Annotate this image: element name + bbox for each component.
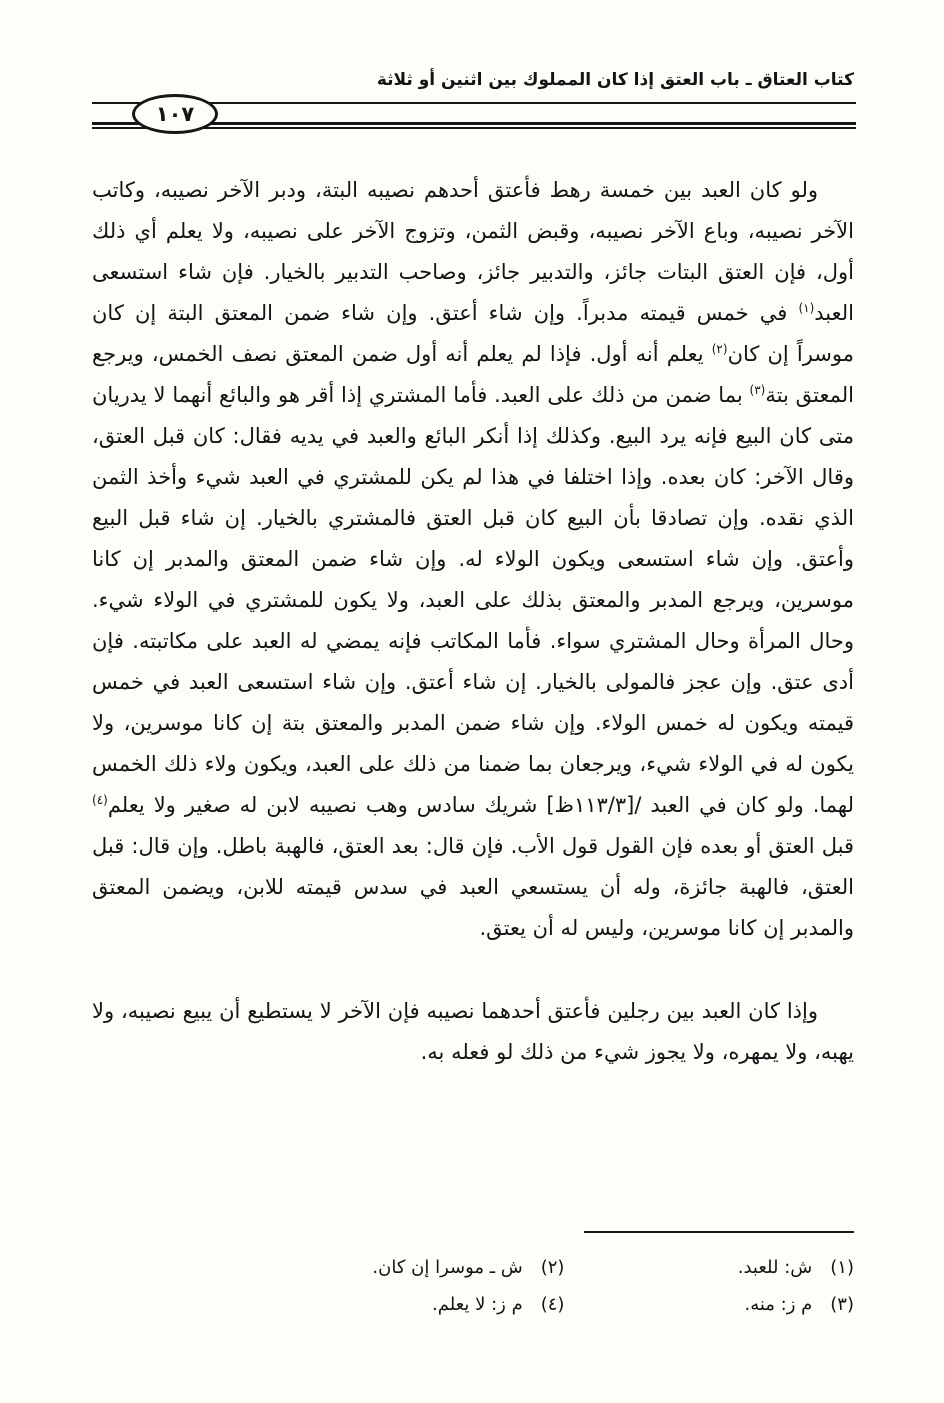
- footnote-4: [92, 1286, 564, 1323]
- footnote-2: [92, 1249, 564, 1286]
- footnote-separator-rule: [584, 1231, 854, 1233]
- page-number-badge: ١٠٧: [132, 94, 218, 134]
- footnotes-right-column: [564, 1249, 854, 1323]
- chapter-header-title: كتاب العتاق ـ باب العتق إذا كان المملوك بين اثنين أو ثلاثة: [376, 70, 854, 90]
- footnote-3: [564, 1286, 854, 1323]
- footnote-columns: [92, 1249, 854, 1323]
- footnote-1-number: (١): [830, 1257, 854, 1278]
- footnote-4-text: م ز: لا يعلم.: [432, 1294, 523, 1315]
- footnote-1-text: ش: للعبد.: [737, 1257, 813, 1278]
- footnote-3-number: (٣): [830, 1294, 854, 1315]
- footnote-1: [564, 1249, 854, 1286]
- body-paragraph-2: وإذا كان العبد بين رجلين فأعتق أحدهما نصيبه فإن الآخر لا يستطيع أن يبيع نصيبه، ولا يهبه، ولا يمهره، ولا يجوز شيء من ذلك لو فعله به.: [92, 999, 854, 1064]
- footnote-3-text: م ز: منه.: [744, 1294, 813, 1315]
- footnote-2-number: (٢): [540, 1257, 565, 1278]
- footnote-4-number: (٤): [540, 1294, 565, 1315]
- body-text: [0, 146, 944, 1073]
- body-paragraph-1: ولو كان العبد بين خمسة رهط فأعتق أحدهم نصيبه البتة، ودبر الآخر نصيبه، وكاتب الآخر نصيبه، وباع الآخر نصيبه، وقبض الثمن، وتزوج الآخر على نصيبه، ولا يعلم أي ذلك أول، فإن العتق البتات جائز، والتدبير جائز، وصاحب التدبير بالخيار. فإن شاء استسعى العبد$^{(١)}$ في خمس قيمته مدبراً. وإن شاء أعتق. وإن شاء ضمن المعتق البتة إن كان موسراً إن كان$^{(٢)}$ يعلم أنه أول. فإذا لم يعلم أنه أول ضمن المعتق نصف الخمس، ويرجع المعتق بتة$^{(٣)}$ بما ضمن من ذلك على العبد. فأما المشتري إذا أقر هو والبائع أنهما لا يدريان متى كان البيع فإنه يرد البيع. وكذلك إذا أنكر البائع والعبد في يديه فقال: كان قبل العتق، وقال الآخر: كان بعده. وإذا اختلفا في هذا لم يكن للمشتري في العبد شيء وأخذ الثمن الذي نقده. وإن تصادقا بأن البيع كان قبل العتق فالمشتري بالخيار. إن شاء قبل البيع وأعتق. وإن شاء استسعى ويكون الولاء له. وإن شاء ضمن المعتق والمدبر إن كانا موسرين، ويرجع المدبر والمعتق بذلك على العبد، ولا يكون للمشتري في الولاء شيء. وحال المرأة وحال المشتري سواء. فأما المكاتب فإنه يمضي له العبد على مكاتبته. فإن أدى عتق. وإن عجز فالمولى بالخيار. إن شاء أعتق. وإن شاء استسعى العبد في خمس قيمته ويكون له خمس الولاء. وإن شاء ضمن المدبر والمعتق بتة إن كانا موسرين، ولا يكون له في الولاء شيء، ويرجعان بما ضمنا من ذلك على العبد، ويكون ولاء ذلك الخمس لهما. ولو كان في العبد /[١١٣/٣ظ] شريك سادس وهب نصيبه لابن له صغير ولا يعلم$^{(٤)}$ قبل العتق أو بعده فإن القول قول الأب. فإن قال: بعد العتق، فالهبة باطل. وإن قال: قبل العتق، فالهبة جائزة، وله أن يستسعي العبد في سدس قيمته للابن، ويضمن المعتق والمدبر إن كانا موسرين، وليس له أن يعتق.: [92, 178, 854, 940]
- footnote-block: [92, 1231, 854, 1323]
- header-rules: [92, 102, 856, 146]
- footnote-2-text: ش ـ موسرا إن كان.: [372, 1257, 523, 1278]
- footnotes-left-column: [92, 1249, 564, 1323]
